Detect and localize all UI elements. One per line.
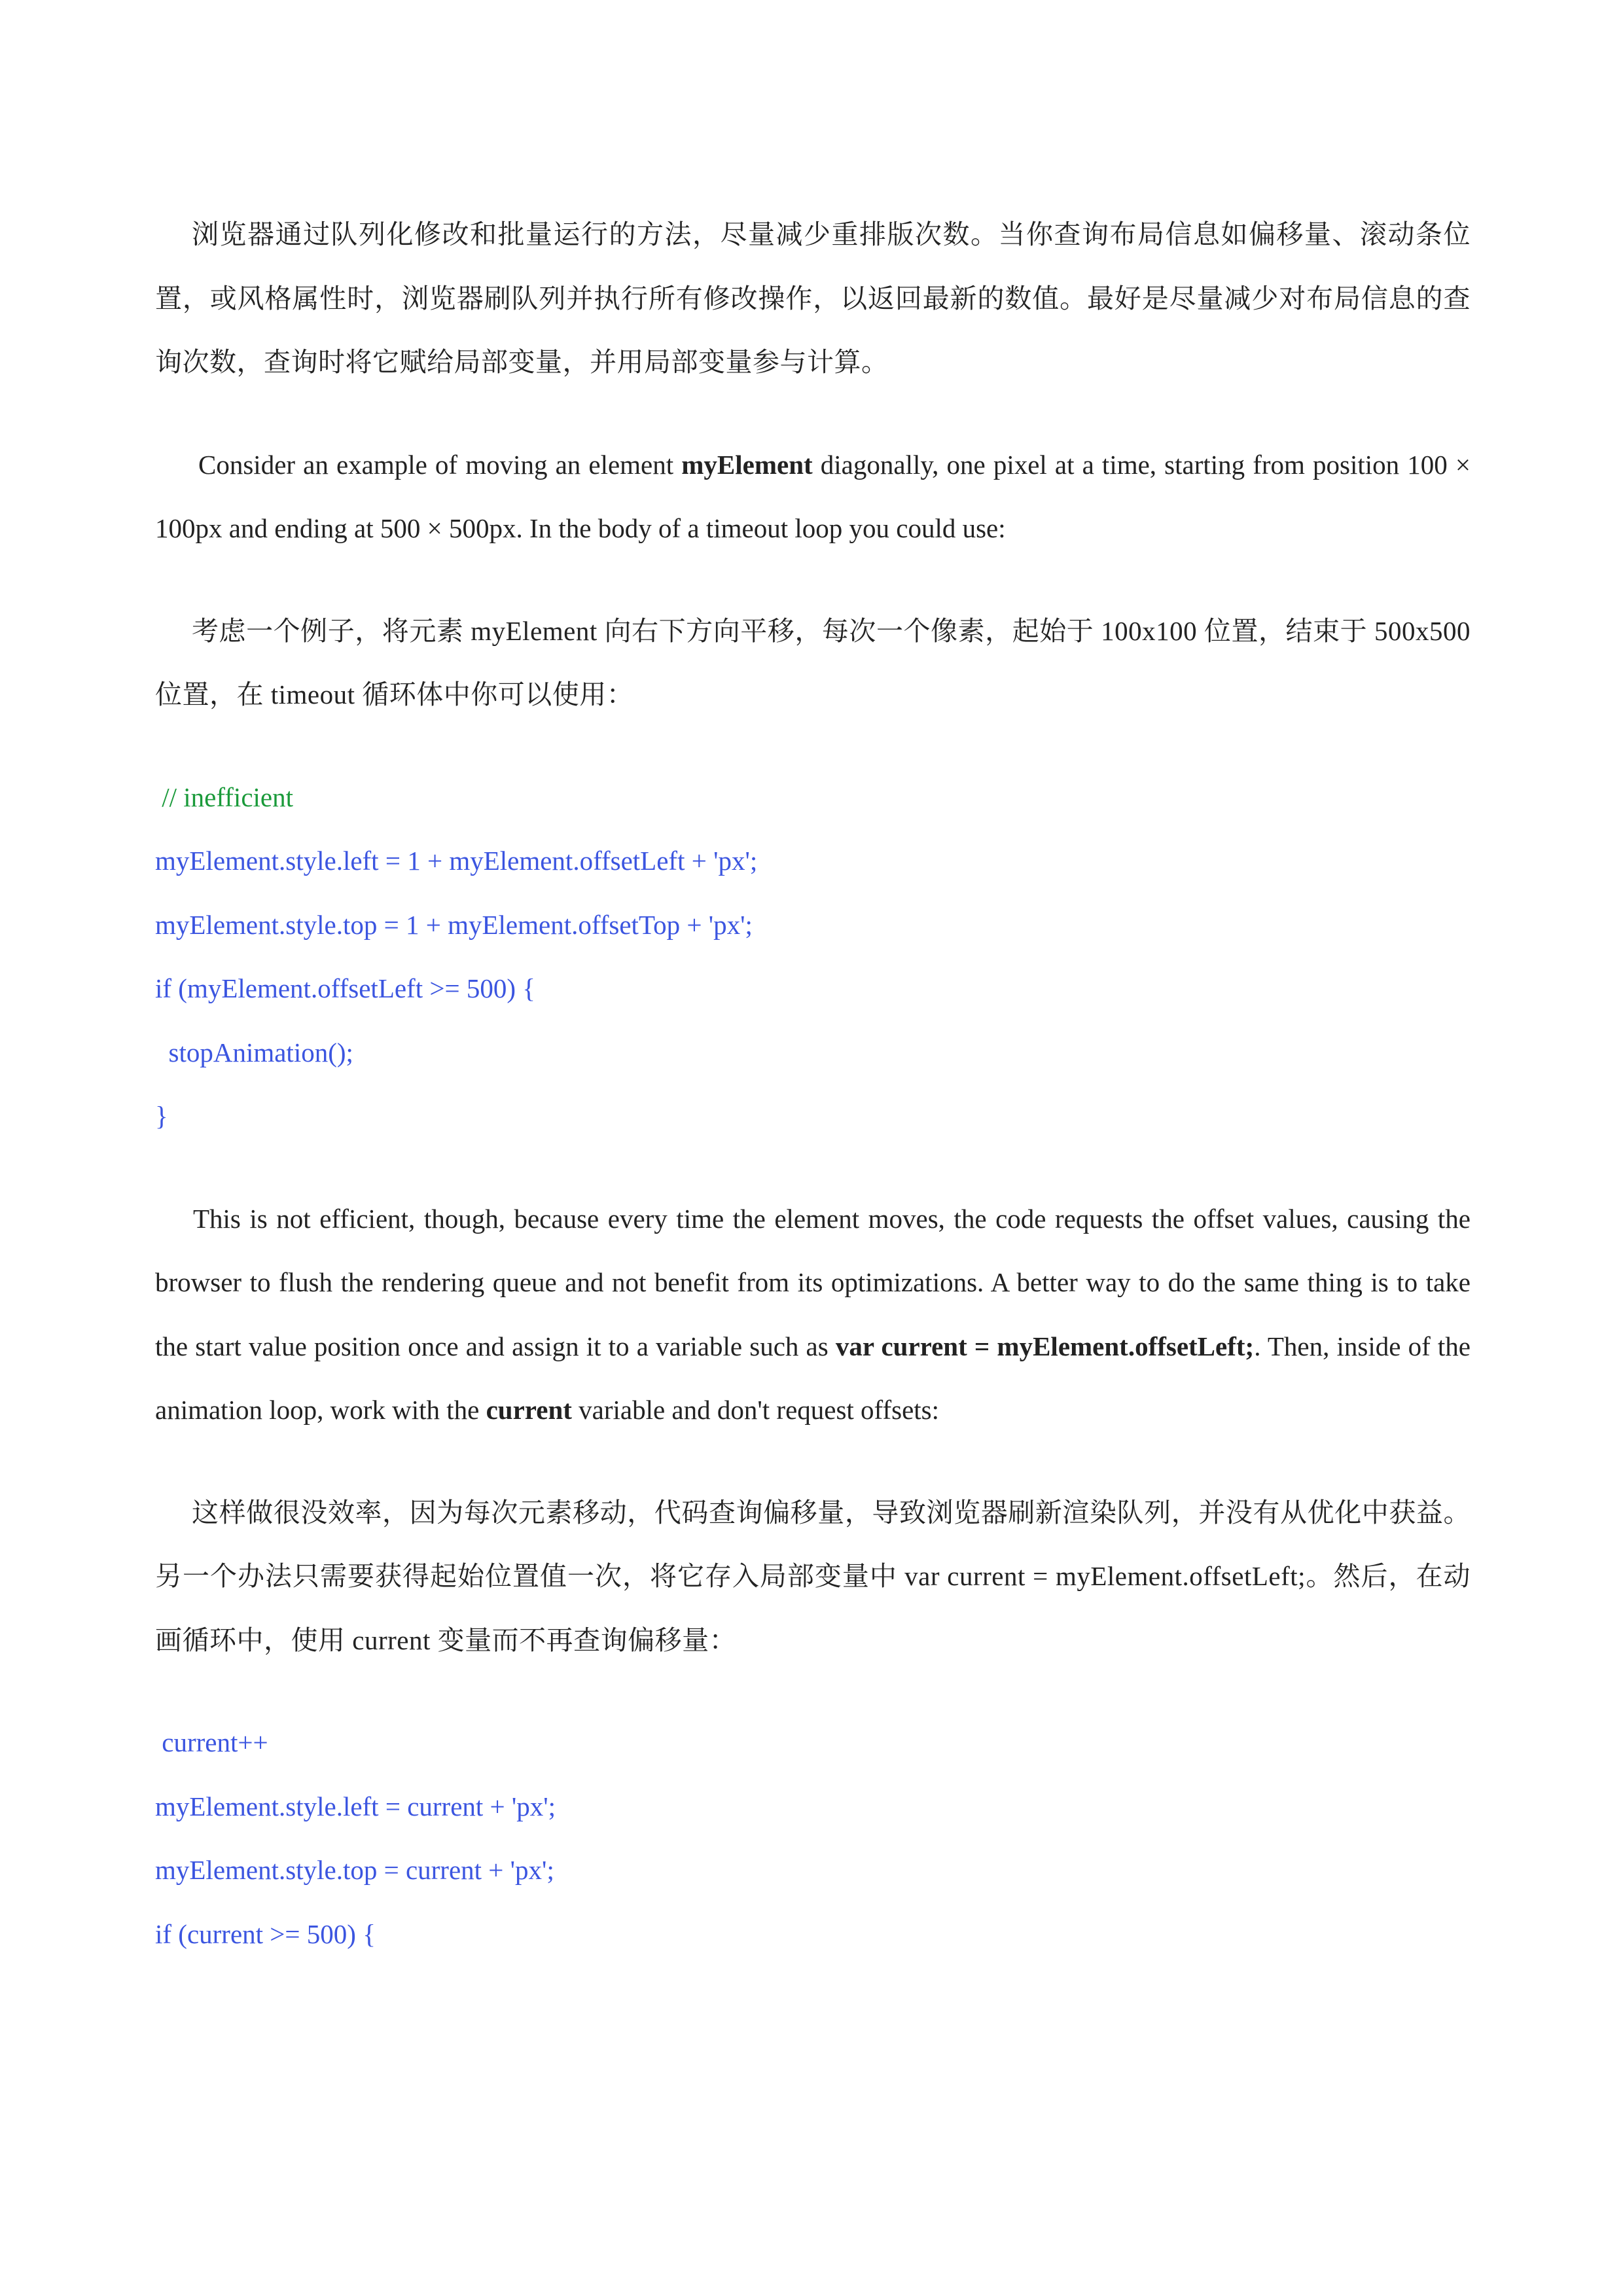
paragraph-gap — [155, 395, 1471, 433]
paragraph-gap — [155, 561, 1471, 600]
paragraph-gap — [155, 1149, 1471, 1187]
code-line: current++ — [155, 1727, 268, 1757]
text-run: diagonally, one pixel at a time, starting from position 100 × 100px and ending at 500 × 500px. In the body of a timeout loop you could use: — [155, 449, 1471, 543]
paragraph-example-zh: 考虑一个例子，将元素 myElement 向右下方向平移，每次一个像素，起始于 100x100 位置，结束于 500x500 位置，在 timeout 循环体中你可以使用： — [155, 615, 1471, 709]
text-run: . Then, inside of the animation loop, work with the — [155, 1331, 1471, 1425]
bold-term-current: current — [486, 1395, 572, 1425]
code-comment: // inefficient — [155, 781, 294, 812]
code-line — [155, 766, 1471, 830]
paragraph-reflow-intro-zh: 浏览器通过队列化修改和批量运行的方法，尽量减少重排版次数。当你查询布局信息如偏移量、滚动条位置，或风格属性时，浏览器刷队列并执行所有修改操作，以返回最新的数值。最好是尽量减少对布局信息的查询次数，查询时将它赋给局部变量，并用局部变量参与计算。 — [155, 219, 1471, 377]
paragraph-gap — [155, 727, 1471, 766]
code-line: stopAnimation(); — [155, 1037, 353, 1067]
document-page — [155, 203, 1471, 1966]
paragraph-efficiency-zh: 这样做很没效率，因为每次元素移动，代码查询偏移量，导致浏览器刷新渲染队列，并没有从优化中获益。另一个办法只需要获得起始位置值一次，将它存入局部变量中 var current = myElement.offsetLeft;。然后，在动画循环中，使用 current 变量而不再查询偏移量： — [155, 1497, 1471, 1655]
text-run: Consider an example of moving an element — [198, 449, 682, 480]
bold-term-myelement: myElement — [681, 449, 813, 480]
code-line: myElement.style.top = current + 'px'; — [155, 1855, 554, 1885]
text-run: variable and don't request offsets: — [571, 1395, 940, 1425]
code-line: if (myElement.offsetLeft >= 500) { — [155, 973, 535, 1003]
paragraph-gap — [155, 1672, 1471, 1711]
paragraph-gap — [155, 1443, 1471, 1481]
text-run: This is not efficient, though, because every time the element moves, the code requests the offset values, causing the browser to flush the rendering queue and not benefit from its optimizations. A better way to do the same thing is to take the start value position once and assign it to a variable such as — [155, 1203, 1471, 1361]
code-line: if (current >= 500) { — [155, 1918, 376, 1949]
code-line: myElement.style.left = current + 'px'; — [155, 1791, 556, 1821]
code-line: myElement.style.top = 1 + myElement.offsetTop + 'px'; — [155, 909, 753, 940]
code-line: myElement.style.left = 1 + myElement.offsetLeft + 'px'; — [155, 846, 758, 876]
code-block-efficient — [155, 1711, 1471, 1966]
bold-code-var-current: var current = myElement.offsetLeft; — [835, 1331, 1255, 1361]
code-block-inefficient — [155, 766, 1471, 1149]
paragraph-efficiency-en — [155, 1187, 1471, 1443]
paragraph-example-en — [155, 433, 1471, 561]
code-line: } — [155, 1101, 168, 1131]
